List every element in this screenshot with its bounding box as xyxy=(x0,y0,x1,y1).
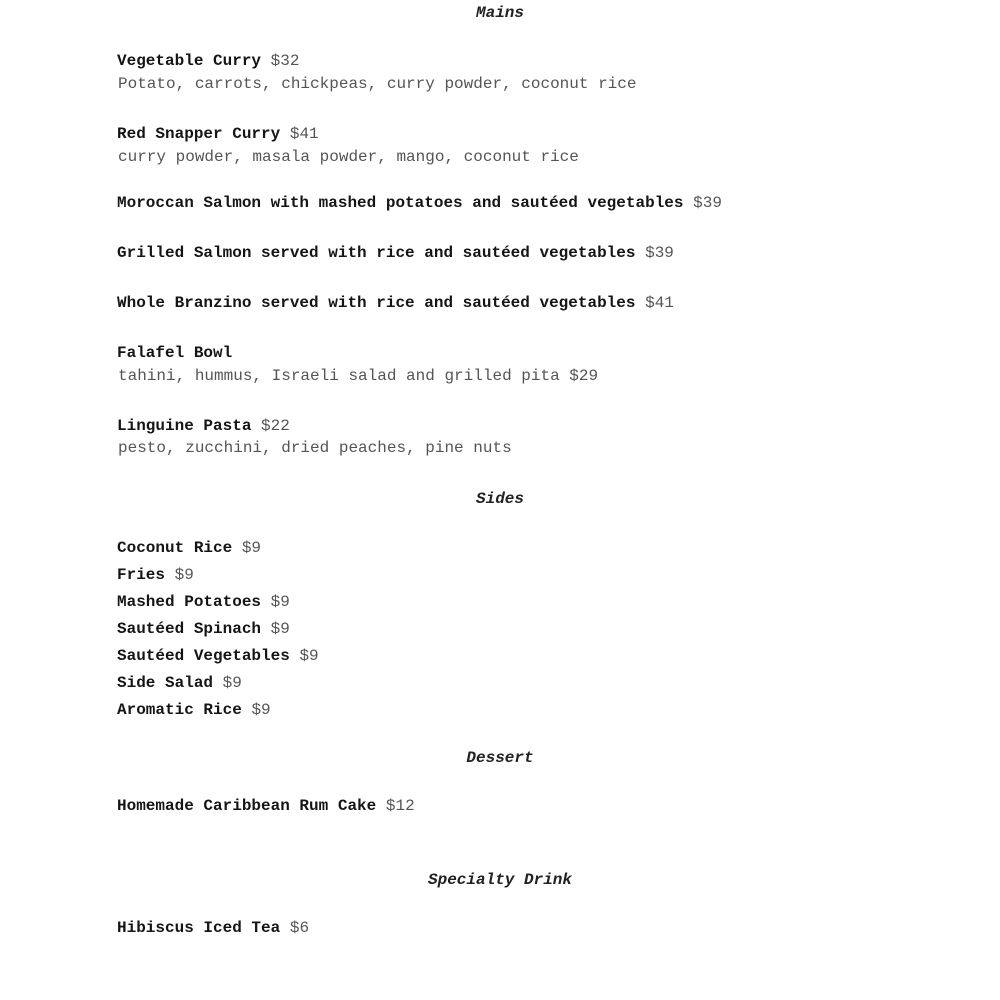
menu-item xyxy=(117,795,415,817)
item-name: Linguine Pasta xyxy=(117,417,252,435)
menu-item xyxy=(117,242,674,264)
menu-item xyxy=(117,699,271,721)
item-price: $9 xyxy=(299,647,319,665)
item-name: Vegetable Curry xyxy=(117,52,262,70)
menu-item xyxy=(117,645,319,667)
item-price: $32 xyxy=(270,52,300,70)
section-heading-dessert: Dessert xyxy=(466,749,534,767)
menu-item xyxy=(117,564,194,586)
item-name: Homemade Caribbean Rum Cake xyxy=(117,797,377,815)
section-heading-sides: Sides xyxy=(475,490,524,508)
item-price: $22 xyxy=(261,417,290,435)
section-heading-mains: Mains xyxy=(475,4,524,22)
item-price: $9 xyxy=(174,566,194,584)
item-description: curry powder, masala powder, mango, coconut rice xyxy=(118,148,579,166)
item-name: Coconut Rice xyxy=(117,539,233,557)
item-name: Sautéed Spinach xyxy=(117,620,262,638)
item-description: tahini, hummus, Israeli salad and grilled pita $29 xyxy=(118,367,599,385)
item-name: Mashed Potatoes xyxy=(117,593,262,611)
item-name: Fries xyxy=(117,566,166,584)
menu-item xyxy=(117,123,319,145)
item-price: $9 xyxy=(222,674,242,692)
menu-item xyxy=(117,618,290,640)
item-price: $6 xyxy=(289,919,310,937)
item-price: $41 xyxy=(289,125,319,143)
menu-item xyxy=(117,415,290,437)
menu-item xyxy=(117,192,722,214)
menu-item xyxy=(117,591,290,613)
item-price: $12 xyxy=(385,797,415,815)
menu-item xyxy=(117,672,242,694)
item-name: Hibiscus Iced Tea xyxy=(117,919,281,937)
item-name: Whole Branzino served with rice and sautéed vegetables xyxy=(117,294,636,312)
item-name: Moroccan Salmon with mashed potatoes and sautéed vegetables xyxy=(117,194,684,212)
item-name: Grilled Salmon served with rice and sautéed vegetables xyxy=(117,244,636,262)
item-price: $9 xyxy=(270,620,290,638)
menu-item xyxy=(117,917,309,939)
item-name: Falafel Bowl xyxy=(117,344,233,362)
section-heading-drink: Specialty Drink xyxy=(427,871,573,889)
item-price: $9 xyxy=(241,539,262,557)
item-price: $9 xyxy=(251,701,271,719)
item-price: $39 xyxy=(693,194,722,212)
item-price: $9 xyxy=(270,593,290,611)
item-name: Side Salad xyxy=(117,674,214,692)
item-description: pesto, zucchini, dried peaches, pine nuts xyxy=(118,439,512,457)
menu-item xyxy=(117,50,299,72)
menu-item xyxy=(117,292,674,314)
item-name: Sautéed Vegetables xyxy=(117,647,290,665)
menu-item xyxy=(117,342,232,364)
item-name: Aromatic Rice xyxy=(117,701,242,719)
item-description: Potato, carrots, chickpeas, curry powder, coconut rice xyxy=(118,75,637,93)
item-name: Red Snapper Curry xyxy=(117,125,281,143)
item-price: $41 xyxy=(645,294,674,312)
menu-item xyxy=(117,537,261,559)
item-price: $39 xyxy=(645,244,674,262)
